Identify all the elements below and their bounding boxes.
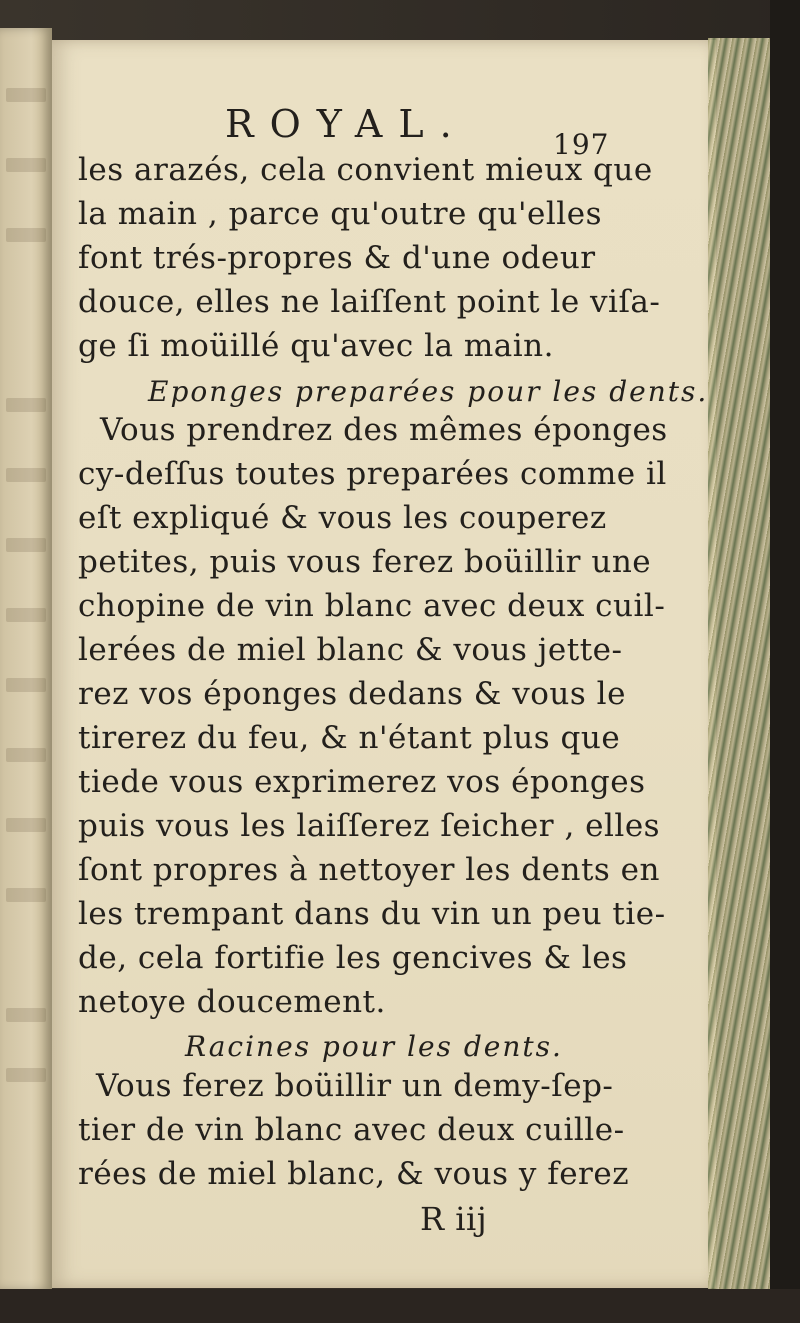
text-line: lerées de miel blanc & vous jette- — [78, 632, 623, 668]
page-number: 197 — [553, 128, 610, 161]
bleed-through-mark — [6, 228, 46, 242]
text-line: puis vous les laiſſerez ſeicher , elles — [78, 808, 661, 844]
text-line: cy-deſſus toutes preparées comme il — [78, 456, 667, 492]
facing-page-edge — [0, 28, 52, 1290]
section-heading: Racines pour les dents. — [185, 1030, 563, 1063]
bottom-shadow — [0, 1289, 800, 1323]
background-edge — [770, 0, 800, 1323]
bleed-through-mark — [6, 608, 46, 622]
bleed-through-mark — [6, 158, 46, 172]
text-line: Vous ferez boüillir un demy-ſep- — [96, 1068, 614, 1104]
text-line: font trés-propres & d'une odeur — [78, 240, 596, 276]
text-line: la main , parce qu'outre qu'elles — [78, 196, 602, 232]
text-line: chopine de vin blanc avec deux cuil- — [78, 588, 666, 624]
text-line: petites, puis vous ferez boüillir une — [78, 544, 652, 580]
text-line: tiede vous exprimerez vos éponges — [78, 764, 646, 800]
bleed-through-mark — [6, 888, 46, 902]
text-line: netoye doucement. — [78, 984, 386, 1020]
signature-mark: R iij — [420, 1200, 488, 1238]
bleed-through-mark — [6, 538, 46, 552]
bleed-through-mark — [6, 1068, 46, 1082]
running-head: ROYAL. — [225, 102, 468, 146]
text-line: rées de miel blanc, & vous y ferez — [78, 1156, 630, 1192]
text-line: Vous prendrez des mêmes éponges — [100, 412, 668, 448]
bleed-through-mark — [6, 398, 46, 412]
text-line: de, cela fortifie les gencives & les — [78, 940, 628, 976]
section-heading: Eponges preparées pour les dents. — [148, 375, 709, 408]
text-line: ſont propres à nettoyer les dents en — [78, 852, 660, 888]
fore-edge — [708, 38, 774, 1290]
text-line: ge ſi moüillé qu'avec la main. — [78, 328, 555, 364]
bleed-through-mark — [6, 1008, 46, 1022]
text-line: eſt expliqué & vous les couperez — [78, 500, 607, 536]
text-line: les arazés, cela convient mieux que — [78, 152, 653, 188]
text-line: tier de vin blanc avec deux cuille- — [78, 1112, 625, 1148]
bleed-through-mark — [6, 818, 46, 832]
bleed-through-mark — [6, 468, 46, 482]
bleed-through-mark — [6, 678, 46, 692]
text-line: les trempant dans du vin un peu tie- — [78, 896, 666, 932]
text-line: tirerez du feu, & n'étant plus que — [78, 720, 621, 756]
bleed-through-mark — [6, 88, 46, 102]
text-line: rez vos éponges dedans & vous le — [78, 676, 626, 712]
bleed-through-mark — [6, 748, 46, 762]
text-line: douce, elles ne laiſſent point le viſa- — [78, 284, 661, 320]
